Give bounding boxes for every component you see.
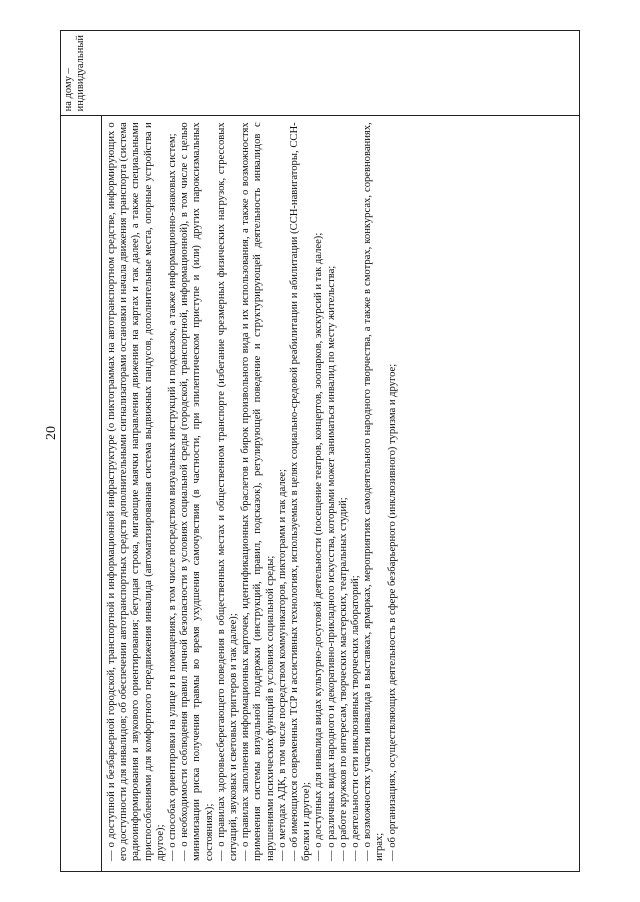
list-item: — о способах ориентировки на улице и в помещениях, в том числе посредством визуальных инструкций и подсказок, а также информационно-знаковых систем;	[167, 133, 179, 861]
list-item: — об организациях, осуществляющих деятельность в сфере безбарьерного (инклюзивного) туризма и другое;	[386, 363, 398, 861]
main-column	[61, 115, 579, 871]
list-item: — о различных видах народного и декоративно-прикладного искусства, которыми может заниматься инвалид по месту жительства;	[325, 265, 337, 861]
list-item: — о деятельности сети инклюзивных творческих лабораторий;	[350, 575, 362, 861]
list-item: — об имеющихся современных ТСР и ассистивных технологиях, используемых в целях социально-средовой реабилитации и абилитации (ССН-навигаторы, ССН-брелки и другое);	[289, 122, 313, 861]
empty-upper-cell	[61, 116, 102, 871]
list-item: — о работе кружков по интересам, творческих мастерских, театральных студий;	[337, 497, 349, 861]
side-column	[61, 31, 579, 115]
list-item: — о правилах здоровьесберегающего поведения в общественных местах и общественном транспорте (избегание чрезмерных физических нагрузок, стрессовых ситуаций, звуковых и световых триггеров и так далее);	[215, 122, 240, 861]
list-item: — о доступных для инвалида видах культурно-досуговой деятельности (посещение театров, концертов, зоопарков, экскурсий и так далее);	[313, 232, 325, 861]
main-text-cell	[106, 122, 399, 861]
list-item: — о доступной и безбарьерной городской, транспортной и информационной инфраструктуре (о пиктограммах на автотранспортном средстве, информирующих о его доступности для инвалидов; об обеспечении автотранспортных средств дополнительными сигнализаторами остановки и начала движения транспорта (система радиоинформирования и звукового ориентирования; бегущая строка, мигающие маячки направления движения на картах и так далее), а также специальными приспособлениями для комфортного передвижения инвалида (автоматизированная система выдвижных пандусов, дополнительные места, опорные устройства и другое);	[106, 122, 166, 861]
list-item: — о возможностях участия инвалида в выставках, ярмарках, мероприятиях самодеятельного народного творчества, а также в смотрах, конкурсах, соревнованиях, играх;	[362, 122, 386, 861]
list-item: — о правилах заполнения информационных карточек, идентификационных браслетов и бирок произвольного вида и их использования, а также о возможностях применения системы визуальной поддержки (инструкций, правил, подсказок), регулирующей поведение и структурирующей деятельность инвалидов с нарушениями психических функций в условиях социальной среды;	[240, 122, 276, 861]
content-table	[60, 30, 580, 872]
page-number: 20	[44, 426, 59, 440]
form-label-line-1: на дому –	[63, 68, 74, 112]
list-item: — о методах АДК, в том числе посредством коммуникаторов, пиктограмм и так далее;	[276, 469, 288, 861]
rotated-table-wrapper	[60, 30, 580, 872]
list-item: — о необходимости соблюдения правил личной безопасности в условиях социальной среды (городской, транспортной, информационной), в том числе с целью минимизации риска получения травмы во время ухудшения самочувствия (в частности, при эпилептическом приступе и (или) других пароксизмальных состояниях);	[179, 122, 215, 861]
form-label-line-2: индивидуальный	[75, 35, 86, 112]
